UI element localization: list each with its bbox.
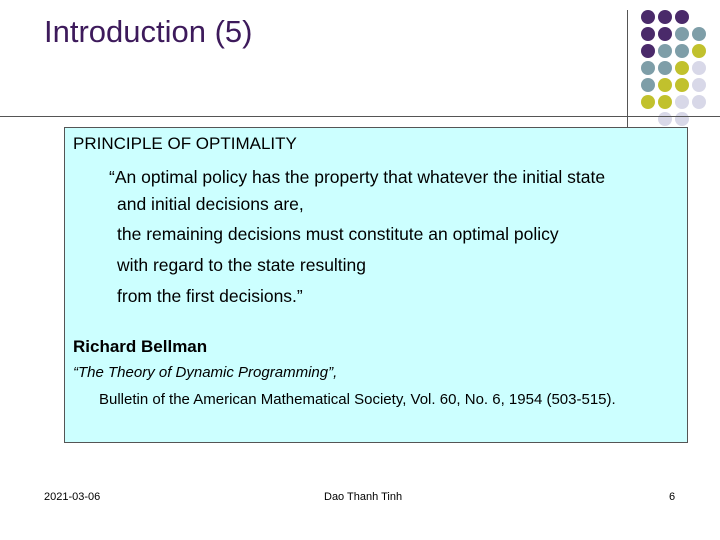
decorative-dot: [658, 78, 672, 92]
footer-date: 2021-03-06: [44, 491, 101, 503]
reference-detail: Bulletin of the American Mathematical Society, Vol. 60, No. 6, 1954 (503-515).: [99, 391, 616, 408]
decorative-dot: [675, 78, 689, 92]
quote-line: the remaining decisions must constitute an optimal policy: [117, 224, 559, 244]
page-number: 6: [669, 491, 676, 503]
decorative-dot: [692, 95, 706, 109]
decorative-dot: [658, 112, 672, 126]
decorative-dot: [675, 61, 689, 75]
decorative-dot: [641, 78, 655, 92]
horizontal-divider: [0, 116, 720, 117]
decorative-dot: [675, 44, 689, 58]
decorative-dot: [675, 27, 689, 41]
footer-author: Dao Thanh Tinh: [324, 491, 403, 503]
quote-line: and initial decisions are,: [117, 194, 304, 214]
quote-line: from the first decisions.”: [117, 286, 303, 306]
decorative-dot: [658, 27, 672, 41]
reference-title: “The Theory of Dynamic Programming”,: [73, 364, 338, 381]
quote-line: “An optimal policy has the property that whatever the initial state: [109, 167, 606, 187]
decorative-dot: [692, 27, 706, 41]
decorative-dot: [675, 95, 689, 109]
vertical-divider: [627, 10, 628, 128]
decorative-dot: [675, 112, 689, 126]
decorative-dot: [641, 10, 655, 24]
slide-title: Introduction (5): [44, 14, 253, 49]
principle-heading: PRINCIPLE OF OPTIMALITY: [73, 134, 297, 153]
decorative-dot: [675, 10, 689, 24]
decorative-dot: [658, 61, 672, 75]
decorative-dot: [658, 44, 672, 58]
decorative-dot: [641, 27, 655, 41]
quote-author: Richard Bellman: [73, 337, 208, 356]
decorative-dot: [641, 61, 655, 75]
decorative-dot: [641, 44, 655, 58]
decorative-dot: [658, 95, 672, 109]
decorative-dot: [692, 61, 706, 75]
decorative-dot: [658, 10, 672, 24]
quote-line: with regard to the state resulting: [117, 255, 367, 275]
decorative-dot: [641, 95, 655, 109]
quote-box: [64, 127, 688, 443]
decorative-dot: [692, 78, 706, 92]
decorative-dot: [692, 44, 706, 58]
